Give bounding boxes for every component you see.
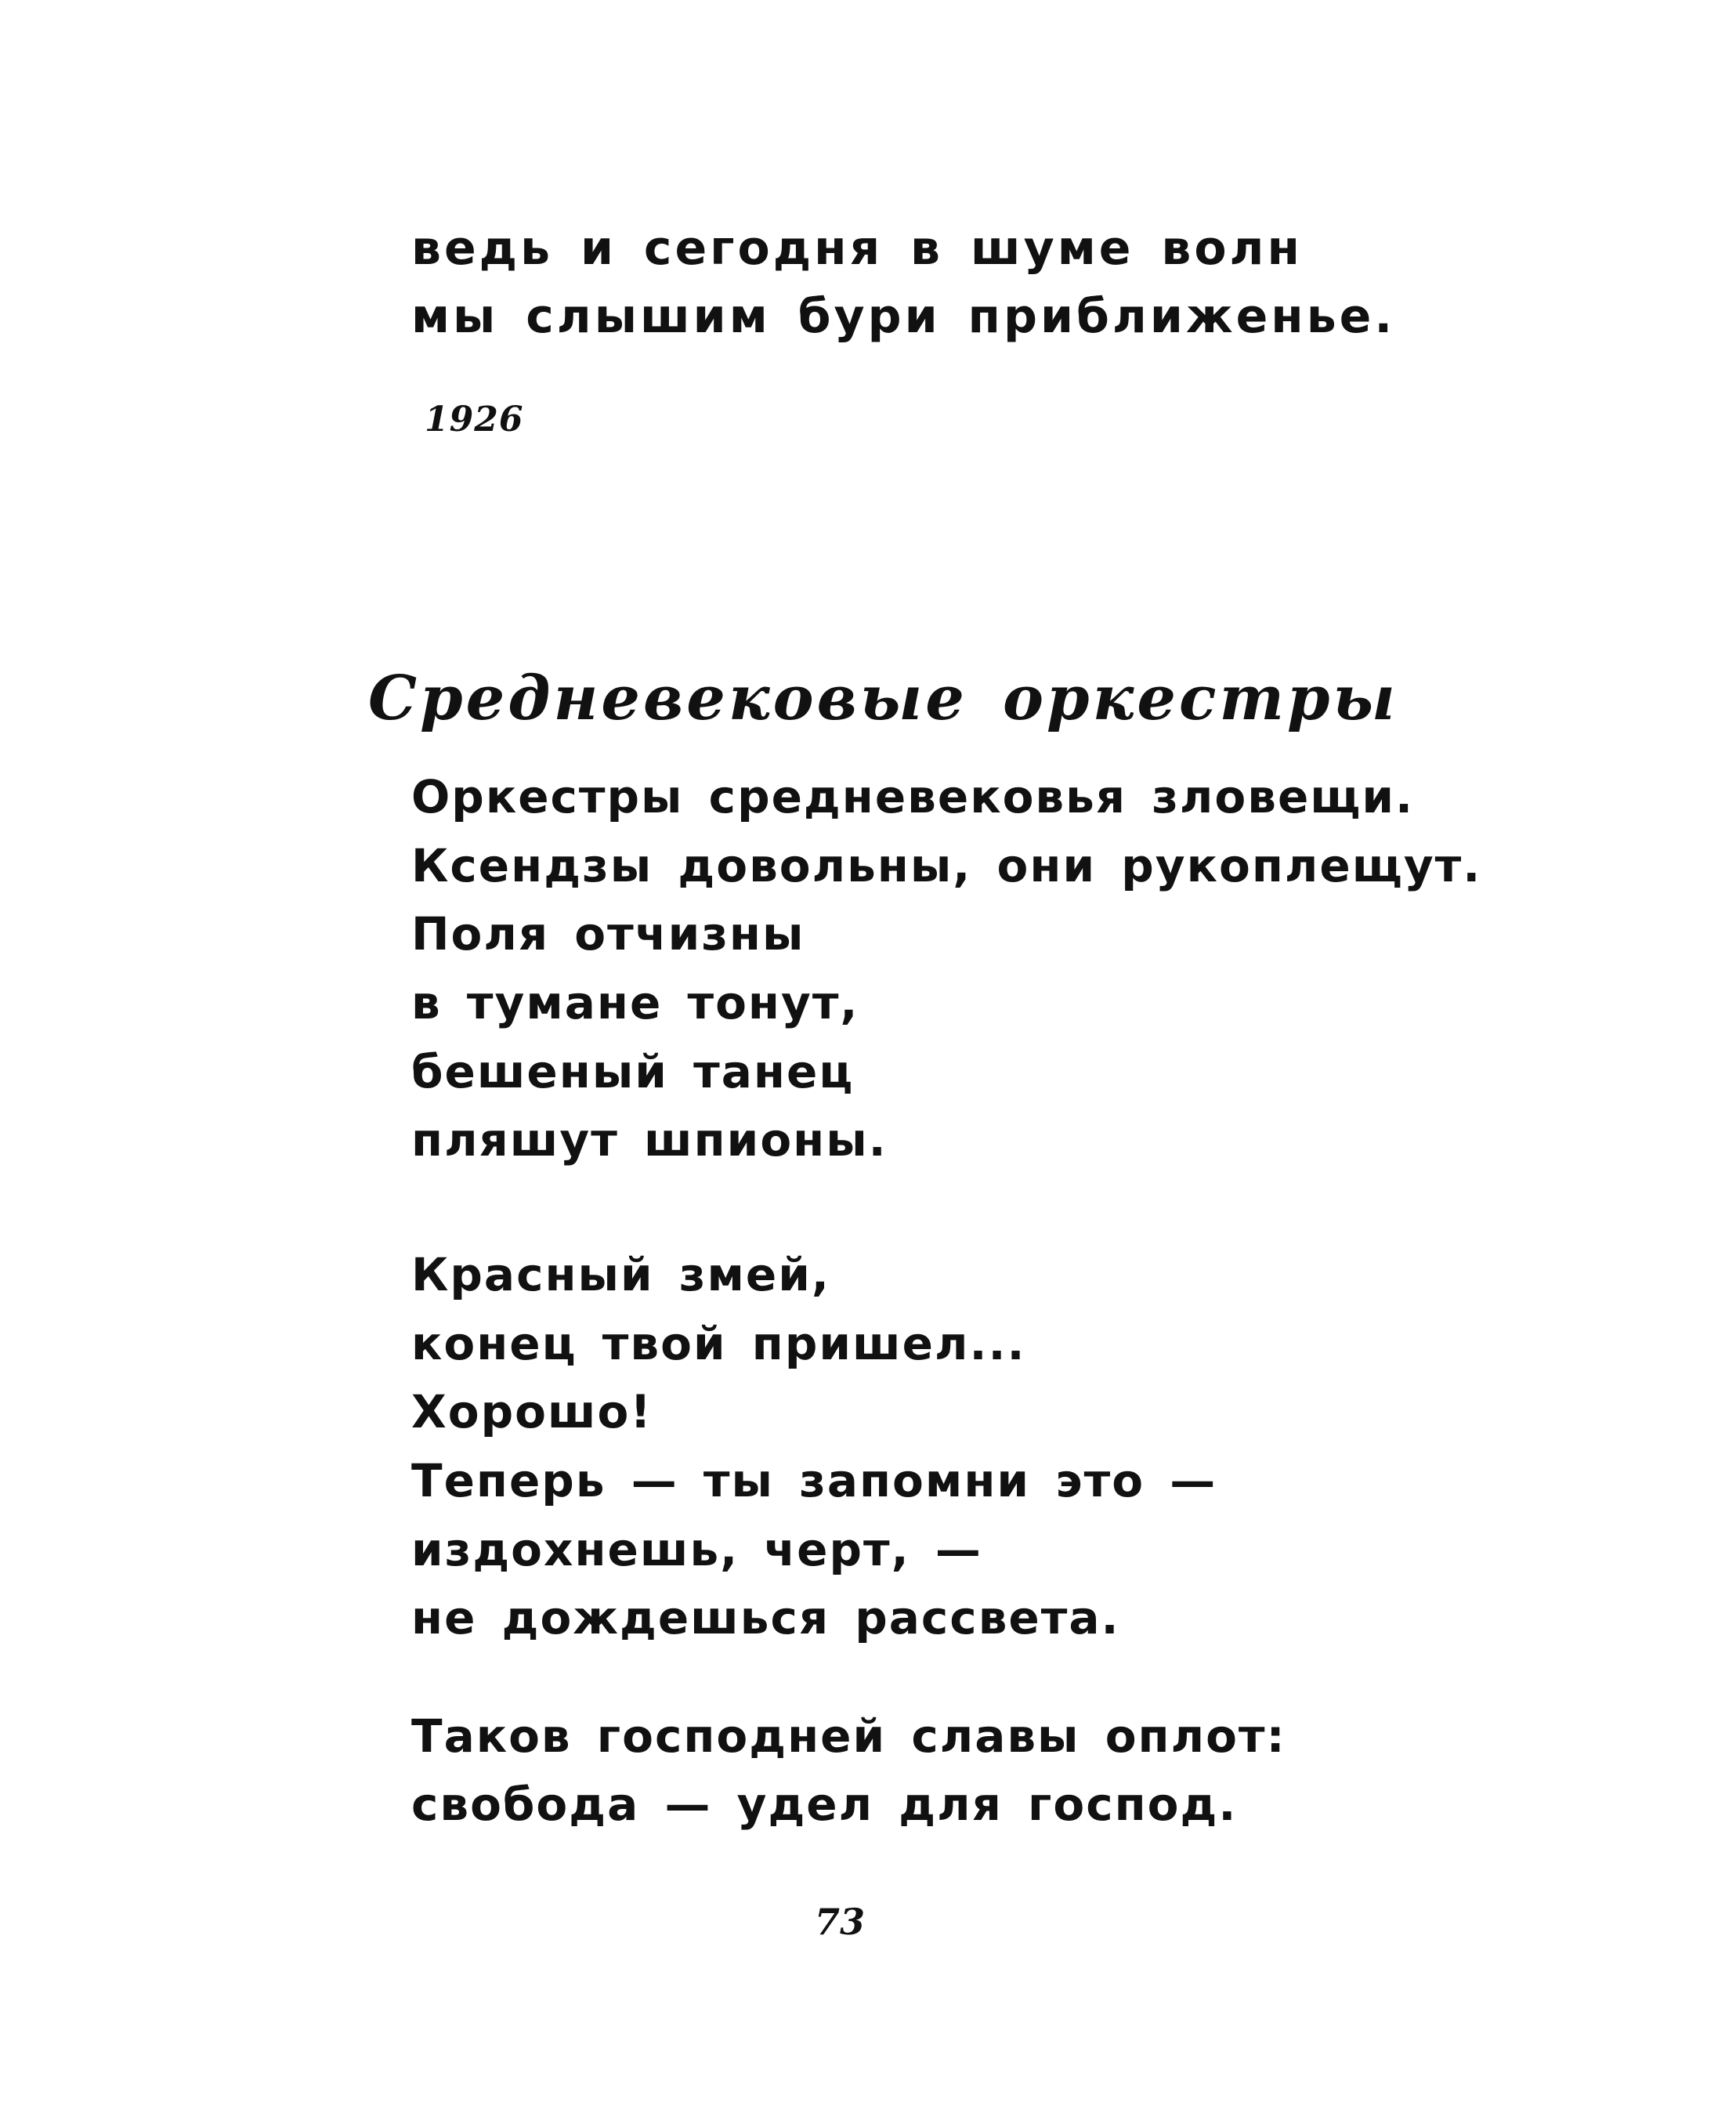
poem-date: 1926 <box>425 400 524 440</box>
poem-line: пляшут шпионы. <box>411 1113 888 1167</box>
poem-line: Поля отчизны <box>411 907 805 961</box>
poem-line: Ксендзы довольны, они рукоплещут. <box>411 839 1482 892</box>
poem-line: Таков господней славы оплот: <box>411 1709 1286 1763</box>
poem-line: Оркестры средневековья зловещи. <box>411 770 1415 823</box>
poem-line: конец твой пришел... <box>411 1317 1026 1370</box>
poem-line: Теперь — ты запомни это — <box>411 1454 1217 1507</box>
poem-line: ведь и сегодня в шуме волн <box>411 221 1303 276</box>
poem-line: свобода — удел для господ. <box>411 1778 1238 1831</box>
poem-line: не дождешься рассвета. <box>411 1591 1120 1644</box>
poem-line: издохнешь, черт, — <box>411 1523 982 1576</box>
poem-line: в тумане тонут, <box>411 976 859 1029</box>
poem-line: Красный змей, <box>411 1248 830 1301</box>
poem-title: Средневековые оркестры <box>368 663 1398 735</box>
page-number: 73 <box>815 1901 866 1943</box>
poem-line: Хорошо! <box>411 1385 653 1438</box>
poem-line: бешеный танец <box>411 1045 855 1098</box>
poem-line: мы слышим бури приближенье. <box>411 289 1396 344</box>
